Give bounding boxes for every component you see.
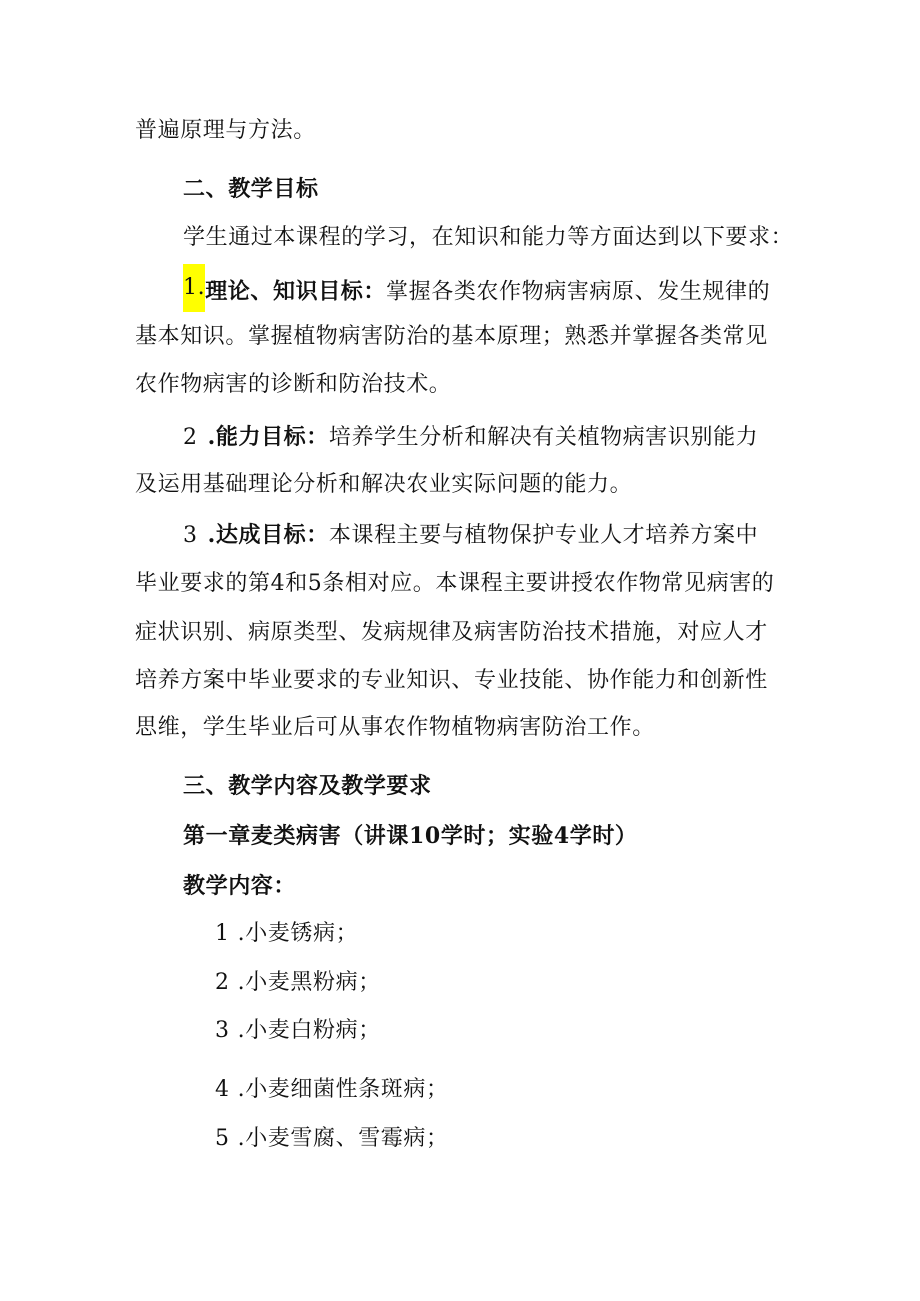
objective-item-3-text: 培养方案中毕业要求的专业知识、专业技能、协作能力和创新性 [135, 668, 768, 693]
list-item-text: .小麦雪腐、雪霉病； [237, 1126, 449, 1151]
highlight-mark [183, 264, 205, 312]
section-heading-objectives-text: 二、教学目标 [183, 176, 319, 202]
section-heading-content-text: 三、教学内容及教学要求 [183, 773, 432, 799]
list-item-text: .小麦细菌性条斑病； [237, 1077, 449, 1102]
objective-item-1-line-3 [135, 370, 920, 400]
objective-item-3-label: .达成目标： [207, 522, 329, 548]
section-heading-objectives [183, 174, 920, 204]
list-item-text: .小麦锈病； [237, 921, 359, 946]
objective-item-3-text: 本课程主要与植物保护专业人才培养方案中 [328, 523, 759, 548]
objective-item-3-number: 3 [183, 523, 198, 548]
list-item-number: 1 [215, 921, 230, 946]
objective-item-2-number: 2 [183, 425, 198, 450]
list-item [215, 919, 920, 949]
objective-item-2-text: 培养学生分析和解决有关植物病害识别能力 [328, 425, 759, 450]
objective-item-1-label: 理论、知识目标： [205, 278, 387, 305]
objective-item-1-text: 掌握各类农作物病害病原、发生规律的 [386, 279, 771, 305]
list-item-text: .小麦黑粉病； [237, 970, 381, 995]
objective-item-3-line-4 [135, 666, 920, 696]
objective-item-2-line-2 [135, 470, 920, 500]
objective-item-1-number: 1. [183, 275, 206, 300]
paragraph-tail [135, 116, 920, 146]
list-item [215, 1016, 920, 1046]
objective-item-2-label: .能力目标： [207, 424, 329, 450]
chapter-title [183, 821, 920, 851]
list-item-number: 4 [215, 1077, 230, 1102]
objective-item-3-text: 症状识别、病原类型、发病规律及病害防治技术措施，对应人才 [135, 620, 768, 645]
chapter-title-text: 第一章麦类病害（讲课10学时；实验4学时） [183, 823, 638, 849]
objective-item-2-line-1 [183, 422, 920, 453]
objective-item-3-text: 思维，学生毕业后可从事农作物植物病害防治工作。 [135, 715, 655, 740]
content-label [183, 871, 920, 901]
objective-item-1-line-2 [135, 322, 920, 352]
objectives-intro [183, 223, 920, 253]
paragraph-tail-text: 普遍原理与方法。 [135, 118, 316, 143]
objective-item-1-text: 农作物病害的诊断和防治技术。 [135, 372, 452, 397]
objective-item-3-line-3 [135, 618, 920, 648]
objectives-intro-text: 学生通过本课程的学习，在知识和能力等方面达到以下要求： [183, 225, 794, 250]
objective-item-3-line-1 [183, 520, 920, 551]
list-item-text: .小麦白粉病； [237, 1018, 381, 1043]
objective-item-3-text: 毕业要求的第4和5条相对应。本课程主要讲授农作物常见病害的 [135, 571, 775, 596]
objective-item-1-text: 基本知识。掌握植物病害防治的基本原理；熟悉并掌握各类常见 [135, 324, 768, 349]
list-item [215, 1124, 920, 1154]
list-item-number: 5 [215, 1126, 230, 1151]
objective-item-1-line-1 [183, 273, 920, 312]
objective-item-3-line-2 [135, 569, 920, 599]
section-heading-content [183, 771, 920, 801]
list-item-number: 3 [215, 1018, 230, 1043]
objective-item-2-text: 及运用基础理论分析和解决农业实际问题的能力。 [135, 472, 633, 497]
list-item [215, 1075, 920, 1105]
objective-item-3-line-5 [135, 713, 920, 743]
content-label-text: 教学内容： [183, 873, 297, 899]
list-item-number: 2 [215, 970, 230, 995]
list-item [215, 968, 920, 998]
